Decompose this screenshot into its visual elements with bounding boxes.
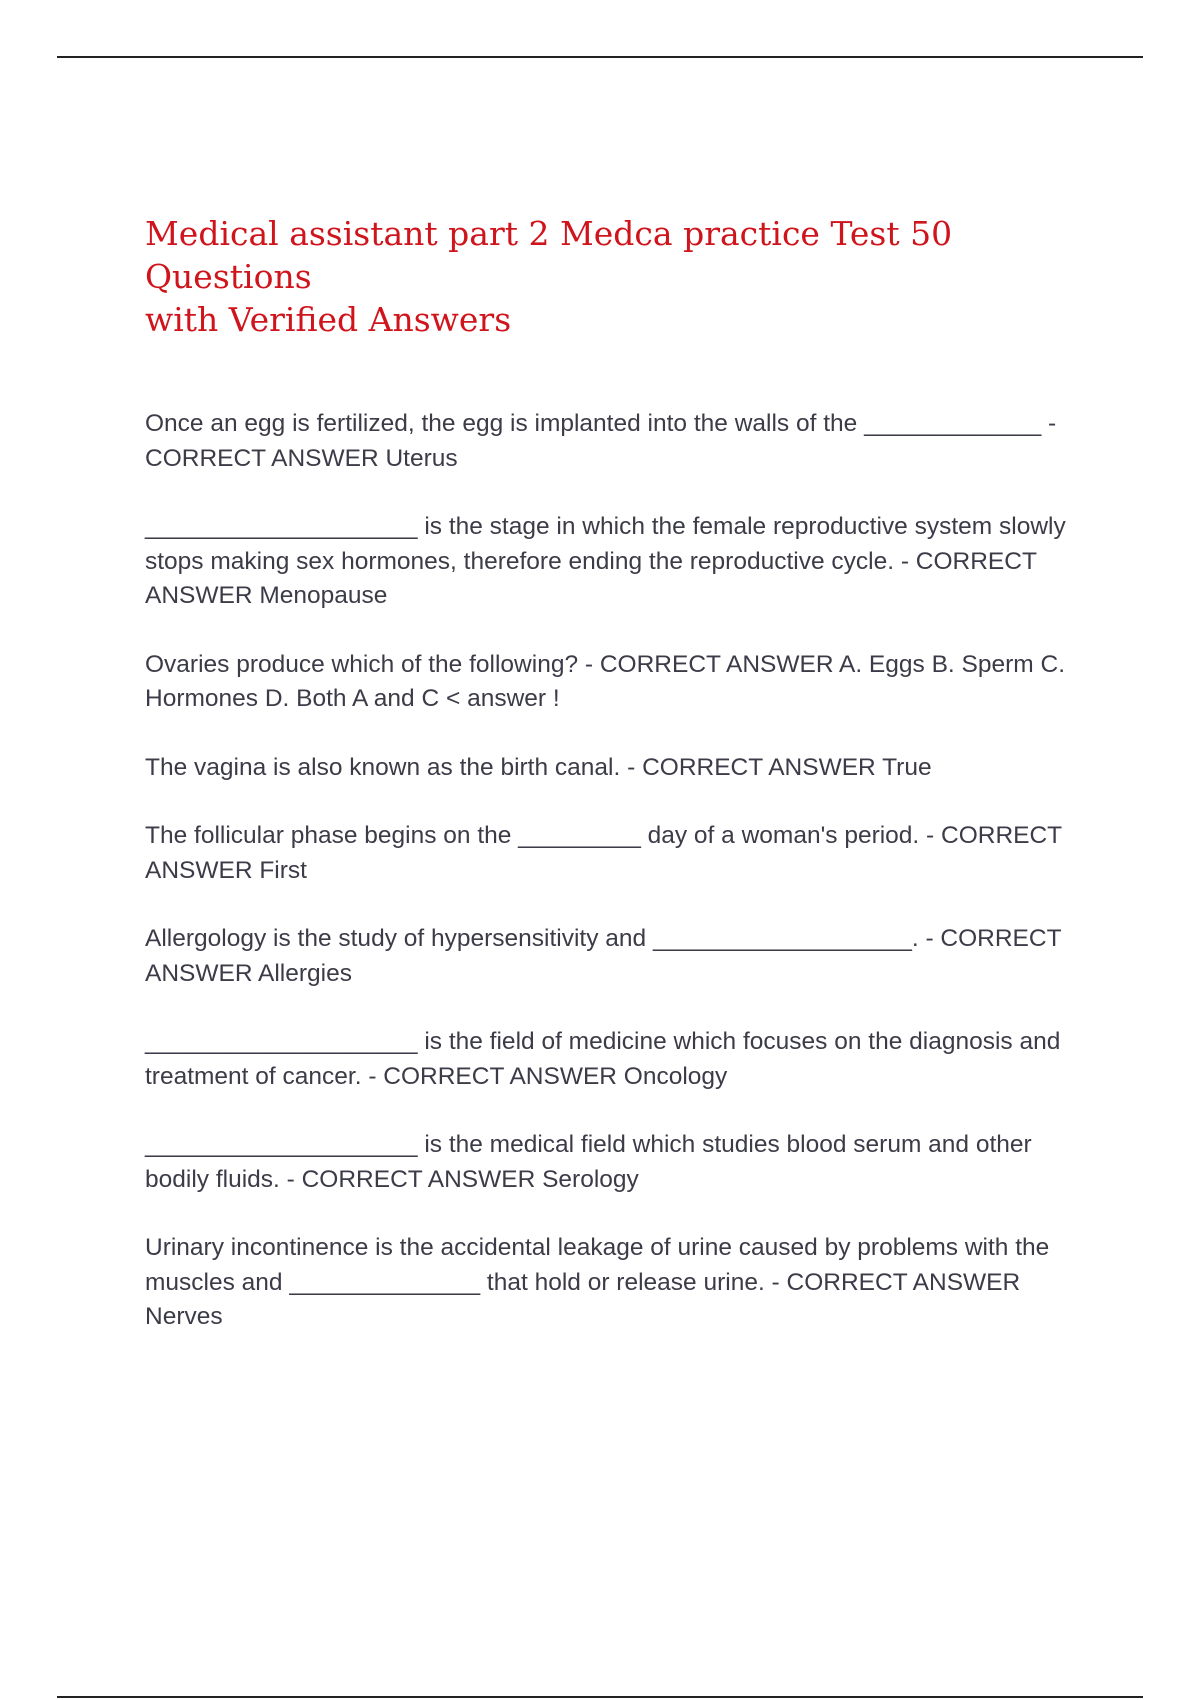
title-line: Medical assistant part 2 Medca practice Test 50 Questions xyxy=(145,214,953,296)
question-block xyxy=(145,407,1095,476)
question-line: ANSWER First xyxy=(145,856,307,884)
question-block xyxy=(145,648,1095,717)
question-block xyxy=(145,751,1095,786)
question-line: D. Both A and C < answer ! xyxy=(264,685,560,712)
question-line: Ovaries produce which of the following? - CORRECT ANSWER A. Eggs xyxy=(145,650,925,678)
question-block xyxy=(145,1128,1095,1197)
question-block xyxy=(145,1025,1095,1094)
question-line: ANSWER Allergies xyxy=(145,959,352,987)
question-block xyxy=(145,819,1095,888)
question-line: Nerves xyxy=(145,1303,223,1330)
document-title xyxy=(145,212,1095,341)
question-block xyxy=(145,922,1095,991)
question-line: The follicular phase begins on the _________ day of a woman's period. - CORRECT xyxy=(145,822,1062,849)
question-line: ____________________ is the stage in which the female reproductive system xyxy=(145,513,993,540)
question-line: CORRECT ANSWER Menopause xyxy=(145,547,1037,609)
question-line: slowly stops making sex hormones, therefore ending the reproductive cycle. - xyxy=(145,513,1066,575)
header-rule xyxy=(57,56,1143,58)
question-line: Urinary incontinence is the accidental leakage of urine caused by problems with xyxy=(145,1234,1009,1261)
document-body xyxy=(145,212,1095,1369)
question-block xyxy=(145,1231,1095,1335)
title-line: with Verified Answers xyxy=(145,300,512,339)
question-line: the muscles and ______________ that hold or release urine. - CORRECT ANSWER xyxy=(145,1234,1050,1296)
question-line: The vagina is also known as the birth canal. - CORRECT ANSWER True xyxy=(145,753,932,781)
footer-rule xyxy=(57,1696,1143,1698)
question-line: ____________________ is the field of medicine which focuses on the diagnosis xyxy=(145,1028,1013,1055)
question-line: C. Hormones xyxy=(145,650,1066,712)
question-line: ____________________ is the medical field which studies blood serum and other xyxy=(145,1131,1032,1158)
question-line: bodily fluids. - CORRECT ANSWER Serology xyxy=(145,1165,639,1193)
question-line: Allergology is the study of hypersensitivity and ___________________. - CORRECT xyxy=(145,925,1062,952)
question-line: B. Sperm xyxy=(931,650,1034,678)
question-block xyxy=(145,510,1095,614)
question-line: Once an egg is fertilized, the egg is implanted into the walls of the _____________ xyxy=(145,410,1042,437)
question-line: and treatment of cancer. - CORRECT ANSWER Oncology xyxy=(145,1028,1061,1090)
question-line: - CORRECT ANSWER Uterus xyxy=(145,410,1057,472)
